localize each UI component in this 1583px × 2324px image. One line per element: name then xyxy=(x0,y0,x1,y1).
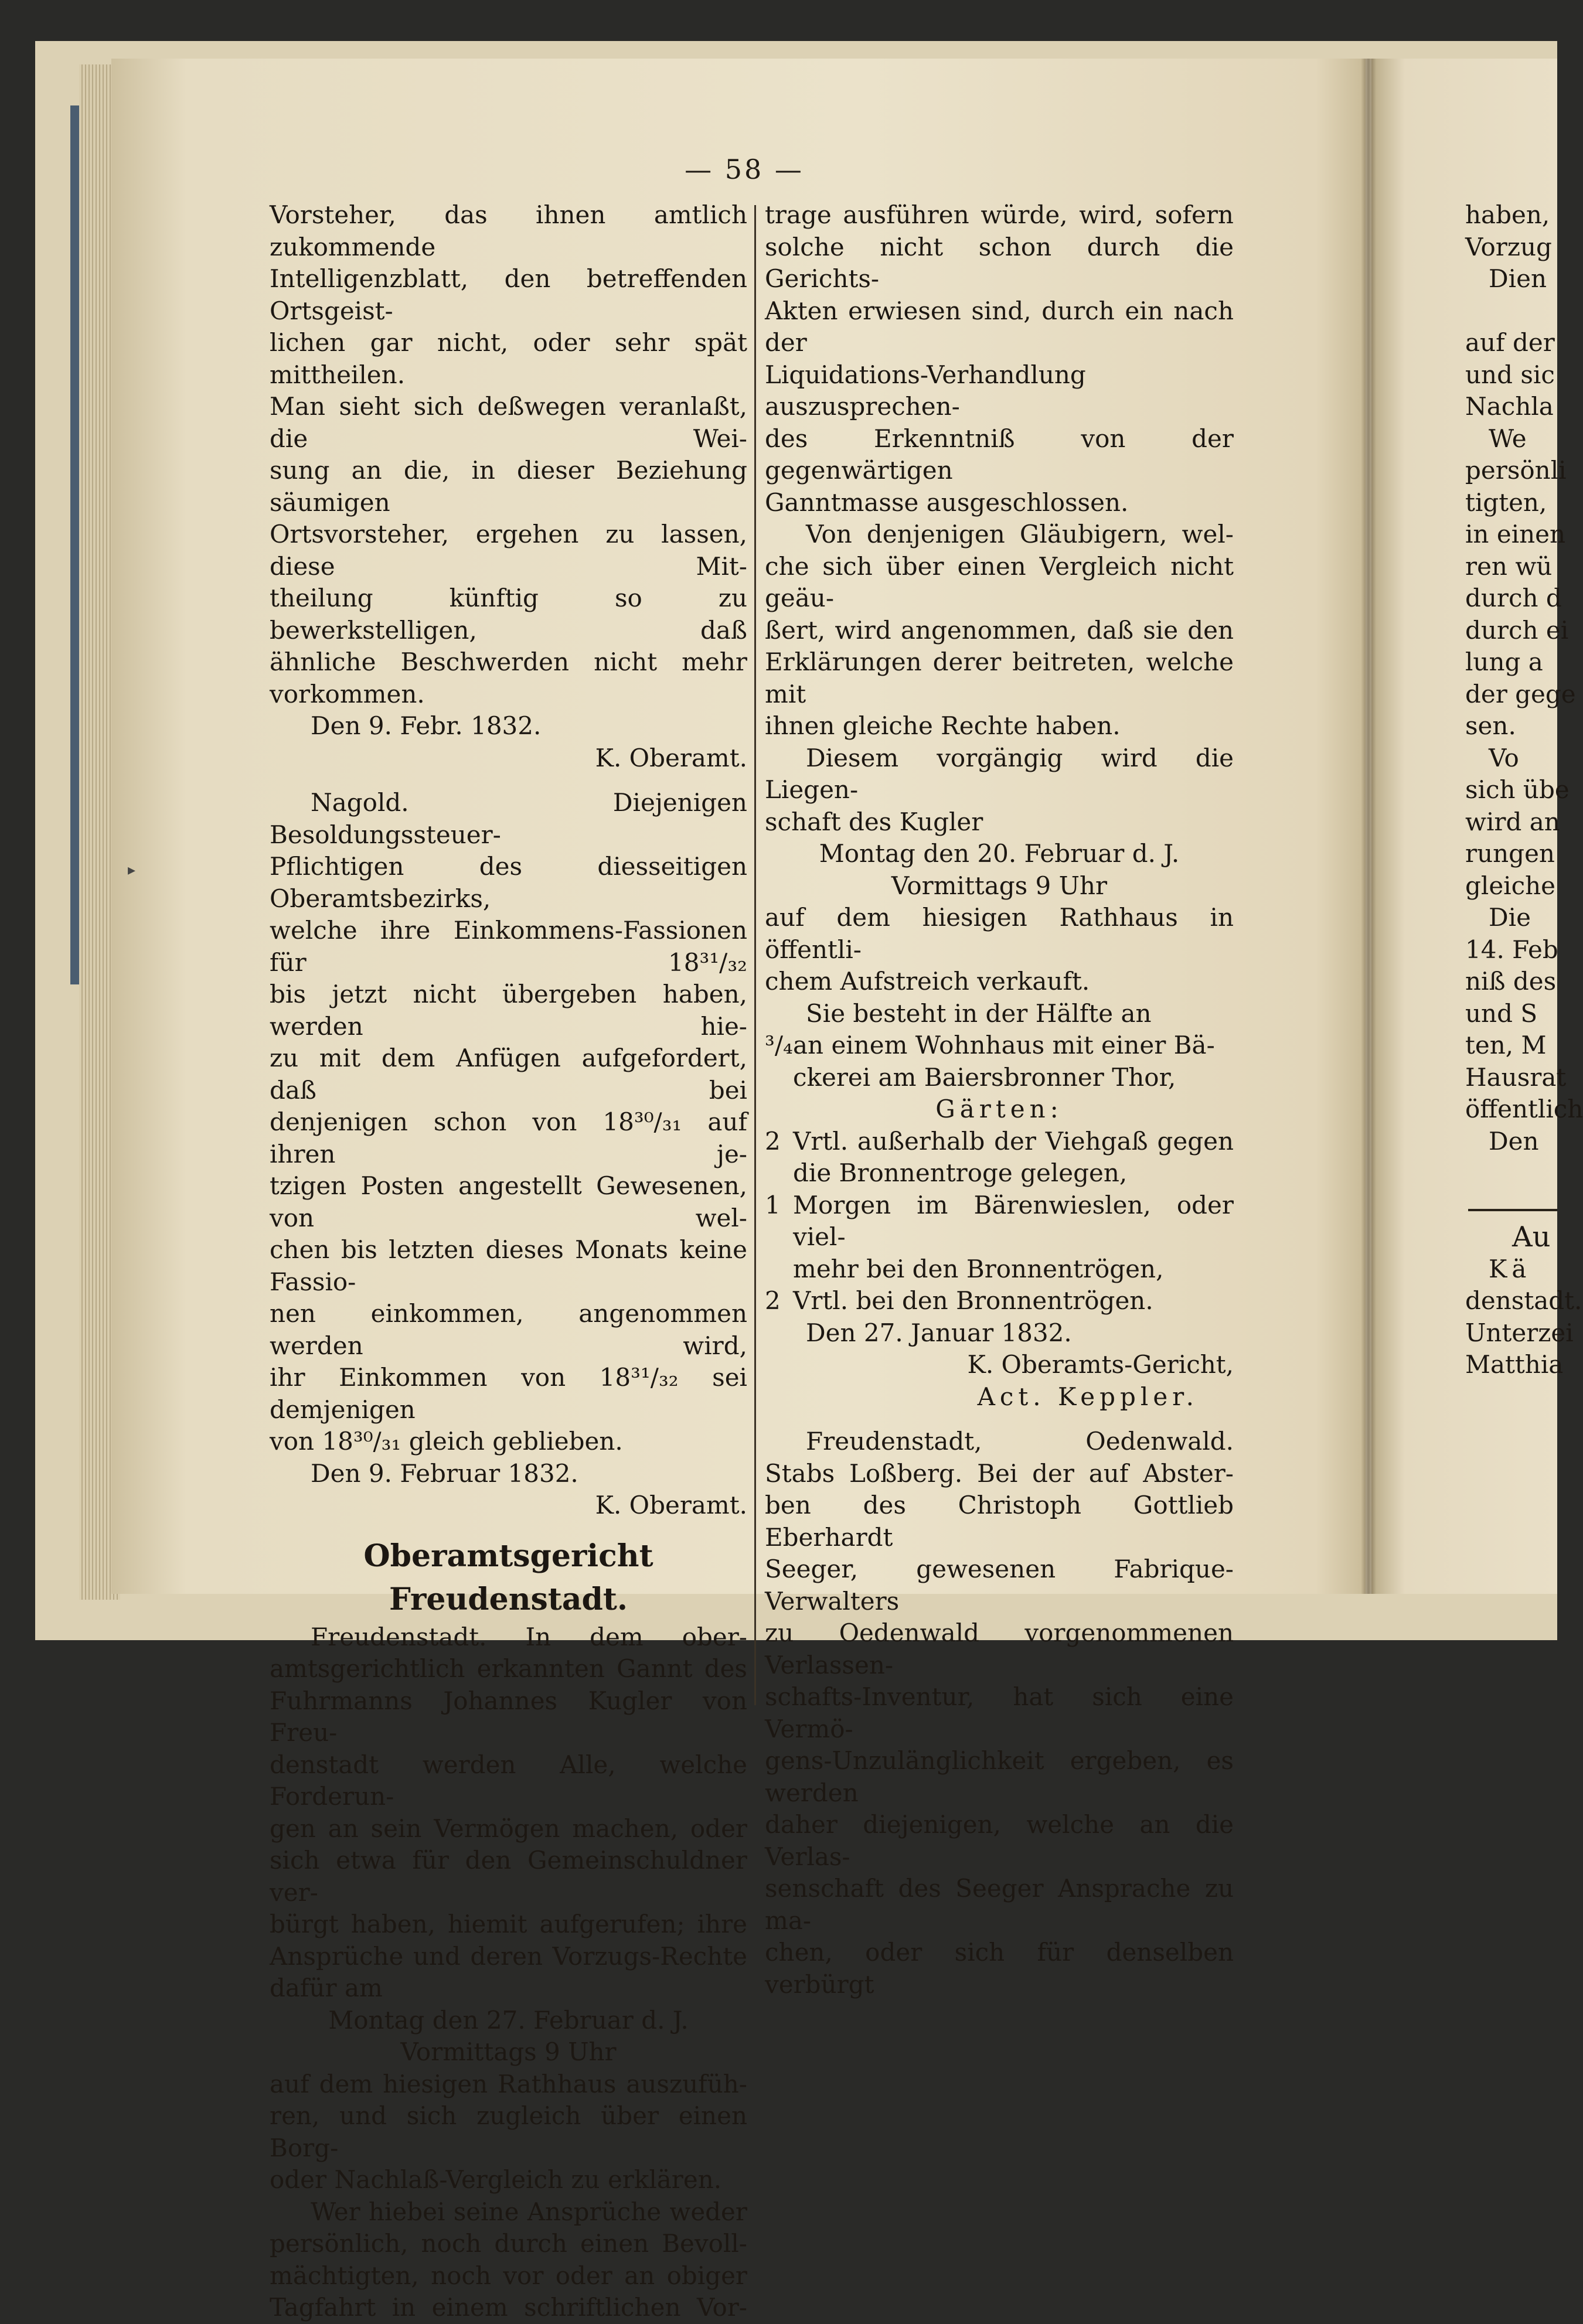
text-line: Vorsteher, das ihnen amtlich zukommende xyxy=(270,200,747,261)
list-item xyxy=(765,1126,1234,1158)
text-line: denstadt werden Alle, welche Forderun- xyxy=(270,1750,747,1811)
text-line: solche nicht schon durch die Gerichts- xyxy=(765,232,1234,293)
text-line: denstadt. xyxy=(1465,1286,1582,1315)
text-line: haben, xyxy=(1465,200,1550,229)
signature: K. Oberamt. xyxy=(595,1491,747,1519)
text-line: auf dem hiesigen Rathhaus auszufüh- xyxy=(270,2069,747,2098)
text-line: schafts-Inventur, hat sich eine Vermö- xyxy=(765,1682,1234,1743)
date-line: Den 27. Januar 1832. xyxy=(806,1318,1072,1347)
item-number: ³/₄ xyxy=(765,1031,793,1059)
text-line: auf dem hiesigen Rathhaus in öffentli- xyxy=(765,903,1234,964)
signature: Act. Keppler. xyxy=(977,1382,1199,1411)
text-line: Seeger, gewesenen Fabrique-Verwalters xyxy=(765,1555,1234,1616)
list-item xyxy=(765,1157,1234,1190)
item-number: 1 xyxy=(765,1190,781,1219)
text-line: ßert, wird angenommen, daß sie den xyxy=(765,615,1234,645)
text-line: auf der xyxy=(1465,328,1555,357)
text-line: zu Oedenwald vorgenommenen Verlassen- xyxy=(765,1618,1234,1679)
text-line: von 18³⁰/₃₁ gleich geblieben. xyxy=(270,1427,623,1456)
item-text: die Bronnentroge gelegen, xyxy=(793,1158,1128,1187)
subheading: Gärten: xyxy=(935,1095,1063,1123)
list-item xyxy=(765,1190,1234,1253)
text-line: ähnliche Beschwerden nicht mehr vorkommen. xyxy=(270,648,747,708)
text-line: denjenigen schon von 18³⁰/₃₁ auf ihren je- xyxy=(270,1108,747,1168)
text-line: gen an sein Vermögen machen, oder xyxy=(270,1814,747,1843)
text-line xyxy=(1465,1190,1557,1222)
text-line: persönlich, noch durch einen Bevoll- xyxy=(270,2229,747,2258)
text-line: Ortsvorsteher, ergehen zu lassen, diese Mit- xyxy=(270,520,747,581)
text-line: durch d xyxy=(1465,584,1562,612)
text-line: dafür am xyxy=(270,1974,383,2002)
text-line: lung a xyxy=(1465,648,1543,676)
text-line: oder Nachlaß-Vergleich zu erklären. xyxy=(270,2165,722,2194)
section-heading: Oberamtsgericht Freudenstadt. xyxy=(363,1538,653,1617)
item-text: Vrtl. außerhalb der Viehgaß gegen xyxy=(793,1126,1234,1156)
text-line: Dien xyxy=(1489,264,1547,293)
text-line: Kä xyxy=(1489,1254,1531,1283)
book-gutter xyxy=(1361,59,1376,1594)
text-line: Von denjenigen Gläubigern, wel- xyxy=(806,520,1234,548)
text-line: chem Aufstreich verkauft. xyxy=(765,967,1090,996)
date-line: Den 9. Februar 1832. xyxy=(311,1459,578,1488)
text-line: sung an die, in dieser Beziehung säumigen xyxy=(270,456,747,517)
text-line: Vorzug xyxy=(1465,232,1552,261)
text-line: und S xyxy=(1465,999,1538,1028)
text-line: öffentlich xyxy=(1465,1095,1583,1123)
text-line: Matthia xyxy=(1465,1350,1564,1379)
list-item xyxy=(765,1253,1234,1286)
text-line: sen. xyxy=(1465,711,1516,740)
text-line: rungen xyxy=(1465,839,1555,868)
text-line: chen, oder sich für denselben verbürgt xyxy=(765,1938,1234,1999)
text-line: gleiche xyxy=(1465,871,1556,900)
text-line: persönli xyxy=(1465,456,1567,485)
text-line: wird an xyxy=(1465,807,1560,836)
text-line: gens-Unzulänglichkeit ergeben, es werden xyxy=(765,1746,1234,1807)
text-line: chen bis letzten dieses Monats keine Fassio- xyxy=(270,1235,747,1296)
text-line: ihr Einkommen von 18³¹/₃₂ sei demjenigen xyxy=(270,1363,747,1424)
text-line: Liquidations-Verhandlung auszusprechen- xyxy=(765,360,1086,421)
item-number: 2 xyxy=(765,1126,781,1156)
text-line: durch ei xyxy=(1465,615,1569,645)
item-text: mehr bei den Bronnentrögen, xyxy=(793,1254,1164,1283)
item-text: ckerei am Baiersbronner Thor, xyxy=(793,1062,1176,1092)
column-divider xyxy=(754,205,756,1705)
text-line xyxy=(1465,295,1557,328)
text-line xyxy=(1465,1157,1557,1190)
item-text: an einem Wohnhaus mit einer Bä- xyxy=(793,1031,1215,1059)
text-line: Au xyxy=(1512,1221,1551,1253)
text-line: tzigen Posten angestellt Gewesenen, von wel- xyxy=(270,1171,747,1232)
text-line: Freudenstadt, Oedenwald. xyxy=(806,1427,1234,1456)
date-line: Den 9. Febr. 1832. xyxy=(311,711,542,740)
text-line: Hausrat xyxy=(1465,1062,1567,1092)
page-number: — 58 — xyxy=(685,154,804,185)
text-line: 14. Feb xyxy=(1465,935,1558,964)
text-line: Freudenstadt. In dem ober- xyxy=(311,1622,747,1651)
text-line: ten, M xyxy=(1465,1031,1547,1059)
text-line: nen einkommen, angenommen werden wird, xyxy=(270,1299,747,1360)
list-item xyxy=(765,1030,1234,1062)
text-line: ren, und sich zugleich über einen Borg- xyxy=(270,2101,747,2162)
right-column-cropped xyxy=(1465,199,1583,1381)
text-line: Unterzei xyxy=(1465,1318,1574,1347)
text-line: mächtigten, noch vor oder an obiger xyxy=(270,2261,747,2290)
time-line: Vormittags 9 Uhr xyxy=(891,871,1108,900)
text-line: niß des xyxy=(1465,967,1557,996)
item-text: Vrtl. bei den Bronnentrögen. xyxy=(793,1286,1153,1315)
text-line: sich etwa für den Gemeinschuldner ver- xyxy=(270,1846,747,1907)
text-line: Tagfahrt in einem schriftlichen Vor- xyxy=(270,2293,747,2322)
text-line: senschaft des Seeger Ansprache zu ma- xyxy=(765,1874,1234,1935)
text-line: Nagold. Diejenigen Besoldungssteuer- xyxy=(270,788,747,849)
text-line: tigten, xyxy=(1465,488,1547,517)
signature: K. Oberamts-Gericht, xyxy=(967,1350,1234,1379)
text-line: und sic xyxy=(1465,360,1555,389)
text-line: sich übe xyxy=(1465,775,1570,804)
left-column xyxy=(270,199,747,2324)
text-line: theilung künftig so zu bewerkstelligen, daß xyxy=(270,584,747,645)
text-line: Diesem vorgängig wird die Liegen- xyxy=(765,743,1234,804)
item-number: 2 xyxy=(765,1286,781,1315)
text-line: zu mit dem Anfügen aufgefordert, daß bei xyxy=(270,1044,747,1105)
list-item xyxy=(765,1285,1234,1317)
text-line: Ansprüche und deren Vorzugs-Rechte xyxy=(270,1941,747,1971)
list-item xyxy=(765,1062,1234,1094)
signature: K. Oberamt. xyxy=(595,743,747,772)
text-line: bis jetzt nicht übergeben haben, werden hie- xyxy=(270,980,747,1041)
text-line: Pflichtigen des diesseitigen Oberamtsbezirks, xyxy=(270,852,747,913)
item-text: Morgen im Bärenwieslen, oder viel- xyxy=(793,1190,1234,1251)
text-line: des Erkenntniß von der gegenwärtigen xyxy=(765,424,1234,485)
text-line: Intelligenzblatt, den betreffenden Ortsgeist- xyxy=(270,264,747,325)
text-line: trage ausführen würde, wird, sofern xyxy=(765,200,1234,229)
text-line: We xyxy=(1489,424,1527,453)
margin-mark: ▸ xyxy=(128,861,136,879)
text-line: Wer hiebei seine Ansprüche weder xyxy=(311,2197,747,2226)
text-line: Sie besteht in der Hälfte an xyxy=(806,999,1152,1028)
text-line: Man sieht sich deßwegen veranlaßt, die Wei- xyxy=(270,392,747,453)
text-line: Ganntmasse ausgeschlossen. xyxy=(765,488,1129,517)
text-line: Akten erwiesen sind, durch ein nach der xyxy=(765,296,1234,357)
text-line: Den xyxy=(1489,1126,1539,1156)
text-line: der gege xyxy=(1465,679,1576,708)
text-line: daher diejenigen, welche an die Verlas- xyxy=(765,1810,1234,1871)
text-line: in einen xyxy=(1465,520,1566,548)
date-line: Montag den 27. Februar d. J. xyxy=(328,2005,689,2035)
text-line: schaft des Kugler xyxy=(765,807,983,836)
text-line: Vo xyxy=(1489,743,1519,772)
text-line: amtsgerichtlich erkannten Gannt des xyxy=(270,1654,747,1683)
text-line: bürgt haben, hiemit aufgerufen; ihre xyxy=(270,1910,747,1938)
text-line: lichen gar nicht, oder sehr spät mittheilen. xyxy=(270,328,747,389)
text-line: che sich über einen Vergleich nicht geäu- xyxy=(765,551,1234,612)
text-line: ren wü xyxy=(1465,551,1553,581)
text-line: welche ihre Einkommens-Fassionen für 18³¹/₃₂ xyxy=(270,916,747,977)
text-line: Die xyxy=(1489,903,1531,932)
text-line: Fuhrmanns Johannes Kugler von Freu- xyxy=(270,1686,747,1747)
text-line: ben des Christoph Gottlieb Eberhardt xyxy=(765,1491,1234,1552)
text-line: ihnen gleiche Rechte haben. xyxy=(765,711,1121,740)
middle-column xyxy=(765,199,1234,2001)
text-line: Erklärungen derer beitreten, welche mit xyxy=(765,648,1234,708)
text-line: Stabs Loßberg. Bei der auf Abster- xyxy=(765,1459,1234,1488)
time-line: Vormittags 9 Uhr xyxy=(400,2037,617,2066)
date-line: Montag den 20. Februar d. J. xyxy=(819,839,1180,868)
text-line: Nachla xyxy=(1465,392,1554,421)
